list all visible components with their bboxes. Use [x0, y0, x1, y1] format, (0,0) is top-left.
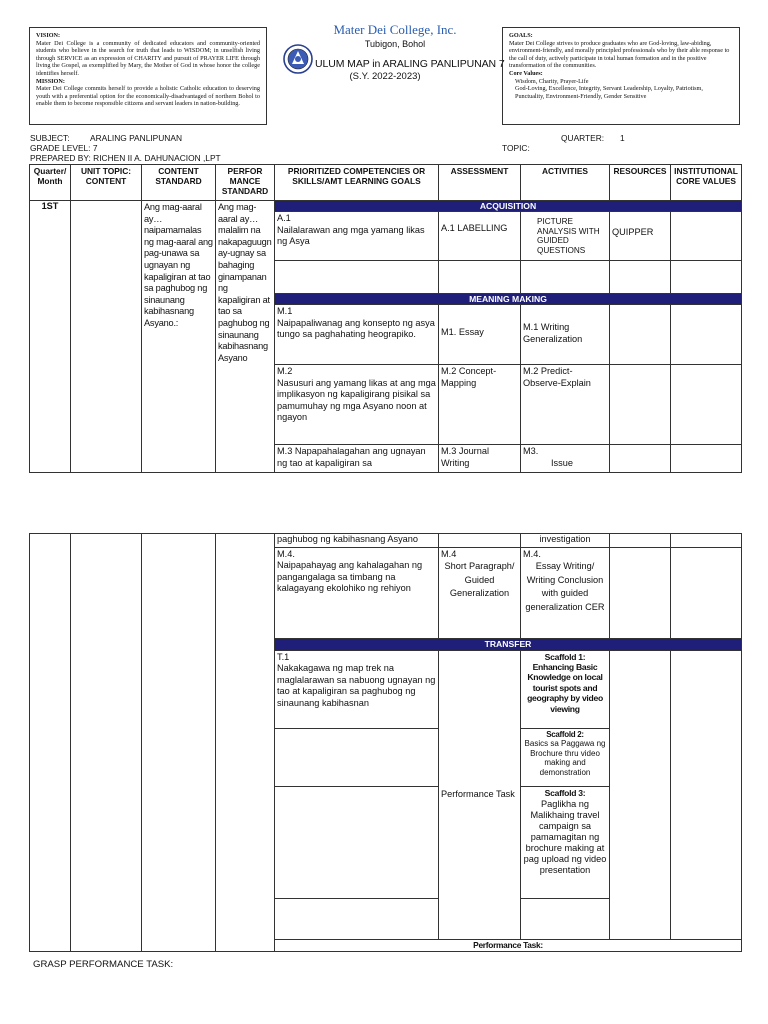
vision-text: Mater Dei College is a community of dedicated educators and community-oriented students who believe in the search for truth that leads to WISDOM; in unselfish living through SERVICE as an expression of CHARITY and pursuit of PRAYER LIFE through living the Gospel, as exemplified by Mary, the Mother of God in whose honor the college identifies herself.: [36, 39, 260, 77]
m4-competency: Naipapahayag ang kahalagahan ng pangangalaga sa timbang na kalagayang ekolohiko ng rehiyon: [277, 560, 423, 594]
empty-cell: [671, 261, 742, 294]
t1-competency-cell: [275, 650, 439, 728]
empty-cell: [71, 534, 142, 952]
empty-cell: [610, 305, 671, 365]
acquisition-bar: ACQUISITION: [275, 201, 742, 212]
m4-code: M.4.: [277, 548, 295, 559]
empty-cell: [275, 898, 439, 939]
unit-topic-cell: [71, 201, 142, 473]
m3-activity-cont: investigation: [521, 534, 610, 548]
a1-competency-cell: [275, 212, 439, 261]
scaffold2-text: Basics sa Paggawa ng Brochure thru video making and demonstration: [524, 739, 606, 777]
m4-assessment-code: M.4: [441, 548, 457, 559]
m2-code: M.2: [277, 366, 293, 376]
header-competencies: PRIORITIZED COMPETENCIES OR SKILLS/AMT LEARNING GOALS: [275, 165, 439, 201]
t1-competency: Nakakagawa ng map trek na maglalarawan sa nabuong ugnayan ng tao at kapaligiran sa paghubog ng sinaunang kabihasnan: [277, 663, 436, 708]
performance-task-label: Performance Task:: [275, 939, 742, 951]
m1-assessment: M1. Essay: [439, 305, 521, 365]
prepared-by: PREPARED BY: RICHEN II A. DAHUNACION ,LPT: [30, 153, 221, 163]
school-header: [280, 22, 510, 49]
core-values: [509, 78, 733, 101]
transfer-bar: TRANSFER: [275, 638, 742, 650]
curriculum-table-page1: [29, 164, 742, 473]
empty-cell: [521, 898, 610, 939]
empty-cell: [671, 650, 742, 939]
t1-code: T.1: [277, 651, 290, 662]
scaffold1-cell: [521, 650, 610, 728]
school-name: Mater Dei College, Inc.: [333, 22, 457, 37]
content-standard-cell: Ang mag-aaral ay… naipamamalas ng mag-aaral ang pag-unawa sa ugnayan ng kapaligiran at tao sa paghubog ng sinaunang kabihasnang Asyano.:: [142, 201, 216, 473]
meaning-making-bar: MEANING MAKING: [275, 294, 742, 305]
empty-cell: [610, 547, 671, 638]
acquisition-row: [30, 201, 742, 212]
a1-code: A.1: [277, 213, 291, 223]
empty-cell: [275, 261, 439, 294]
grasp-performance-task: GRASP PERFORMANCE TASK:: [33, 959, 174, 970]
m2-competency-cell: [275, 365, 439, 445]
scaffold1-title: Scaffold 1:: [544, 651, 586, 662]
m4-assessment-cell: [439, 547, 521, 638]
m1-competency-cell: [275, 305, 439, 365]
core-values-title: Core Values:: [509, 69, 543, 77]
empty-cell: [275, 786, 439, 898]
table-header-row: [30, 165, 742, 201]
vision-mission-box: [29, 27, 267, 125]
m4-activity-code: M.4.: [523, 548, 541, 559]
a1-core-values: [671, 212, 742, 261]
mission-text: Mater Dei College commits herself to provide a holistic Catholic education to deserving youth with a preferential option for the economically-disadvantaged of northern Bohol to enable them to become responsible citizens and servant leaders in nation-building.: [36, 85, 260, 108]
a1-competency: Nailalarawan ang mga yamang likas ng Asya: [277, 224, 425, 247]
m3-assessment: M.3 Journal Writing: [439, 445, 521, 473]
m4-competency-cell: [275, 547, 439, 638]
scaffold2-title: Scaffold 2:: [546, 729, 584, 739]
core-values-line2: God-Loving, Excellence, Integrity, Servant Leadership, Loyalty, Patriotism, Punctuality, Environment-Friendly, Gender Sensitive: [515, 85, 703, 100]
topic-label: TOPIC:: [502, 143, 530, 153]
m2-competency: Nasusuri ang yamang likas at ang mga implikasyon ng kapaligirang pisikal sa pamumuhay ng mga Asyano noon at ngayon: [277, 377, 436, 423]
curriculum-table-page2: [29, 533, 742, 952]
a1-resource: QUIPPER: [610, 212, 671, 261]
core-values-line1: Wisdom, Charity, Prayer-Life: [515, 77, 589, 85]
scaffold3-cell: [521, 786, 610, 898]
header-resources: RESOURCES: [610, 165, 671, 201]
mission-title: MISSION:: [36, 77, 65, 85]
empty-cell: [30, 534, 71, 952]
header-performance-standard: PERFOR MANCE STANDARD: [216, 165, 275, 201]
scaffold1-text: Enhancing Basic Knowledge on local tourist spots and geography by video viewing: [527, 662, 603, 714]
empty-cell: [142, 534, 216, 952]
a1-assessment: A.1 LABELLING: [439, 212, 521, 261]
empty-cell: [216, 534, 275, 952]
m4-activity-cell: [521, 547, 610, 638]
header-unit-topic: UNIT TOPIC: CONTENT: [71, 165, 142, 201]
m1-competency: Naipapaliwanag ang konsepto ng asya tungo sa paghahating heograpiko.: [277, 317, 435, 340]
empty-cell: [671, 305, 742, 365]
school-location: Tubigon, Bohol: [364, 39, 426, 49]
header-activities: ACTIVITIES: [521, 165, 610, 201]
scaffold3-text: Paglikha ng Malikhaing travel campaign sa pamamagitan ng brochure making at pag upload ng video presentation: [523, 798, 607, 875]
goals-text: Mater Dei College strives to produce graduates who are God-loving, law-abiding, environment-friendly, and morally principled professionals who by their able response to the call of duty, actively participate in total human formation and in the positive transformation of the communities.: [509, 39, 730, 70]
empty-cell: [610, 365, 671, 445]
m2-assessment: M.2 Concept-Mapping: [439, 365, 521, 445]
empty-cell: [610, 261, 671, 294]
empty-cell: [671, 547, 742, 638]
m3-competency-cont: paghubog ng kabihasnang Asyano: [275, 534, 439, 548]
scaffold3-title: Scaffold 3:: [544, 787, 586, 798]
m3-activity-cell: [521, 445, 610, 473]
performance-standard-cell: Ang mag-aaral ay… malalim na nakapaguugnay-ugnay sa bahaging ginampanan ng kapaligiran at tao sa paghubog ng sinaunang kabihasnang Asyano: [216, 201, 275, 473]
quarter-cell: 1ST: [30, 201, 71, 473]
scaffold2-cell: [521, 728, 610, 786]
quarter-label: QUARTER:: [561, 133, 605, 143]
m3-competency: M.3 Napapahalagahan ang ugnayan ng tao at kapaligiran sa: [275, 445, 439, 473]
empty-cell: [610, 445, 671, 473]
empty-cell: [671, 365, 742, 445]
map-title: ULUM MAP in ARALING PANLIPUNAN 7: [315, 58, 505, 70]
goals-title: GOALS:: [509, 32, 533, 39]
header-core-values: INSTITUTIONAL CORE VALUES: [671, 165, 742, 201]
header-assessment: ASSESSMENT: [439, 165, 521, 201]
empty-cell: [671, 534, 742, 548]
quarter-value: 1: [620, 133, 625, 143]
empty-cell: [671, 445, 742, 473]
m3-activity: Issue: [551, 457, 573, 468]
header-content-standard: CONTENT STANDARD: [142, 165, 216, 201]
m4-assessment: Short Paragraph/ Guided Generalization: [444, 561, 515, 599]
goals-box: [502, 27, 740, 125]
empty-cell: [275, 728, 439, 786]
grade-level: GRADE LEVEL: 7: [30, 143, 98, 153]
empty-cell: [521, 261, 610, 294]
empty-cell: [439, 534, 521, 548]
m1-code: M.1: [277, 306, 293, 316]
empty-cell: [439, 261, 521, 294]
school-seal-logo: [283, 44, 313, 74]
header-quarter: Quarter/ Month: [30, 165, 71, 201]
subject-value: ARALING PANLIPUNAN: [90, 133, 182, 143]
m4-activity: Essay Writing/ Writing Conclusion with guided generalization CER: [525, 561, 605, 612]
empty-cell: [610, 534, 671, 548]
m1-activity: M.1 Writing Generalization: [521, 305, 610, 365]
table-row: [30, 534, 742, 548]
subject-label: SUBJECT:: [30, 133, 70, 143]
school-year: (S.Y. 2022-2023): [349, 71, 421, 82]
vision-title: VISION:: [36, 32, 61, 39]
a1-activity: PICTURE ANALYSIS WITH GUIDED QUESTIONS: [521, 212, 610, 261]
empty-cell: [610, 650, 671, 939]
t1-assessment: Performance Task: [439, 650, 521, 939]
m3-activity-code: M3.: [523, 446, 539, 456]
m2-activity: M.2 Predict-Observe-Explain: [521, 365, 610, 445]
